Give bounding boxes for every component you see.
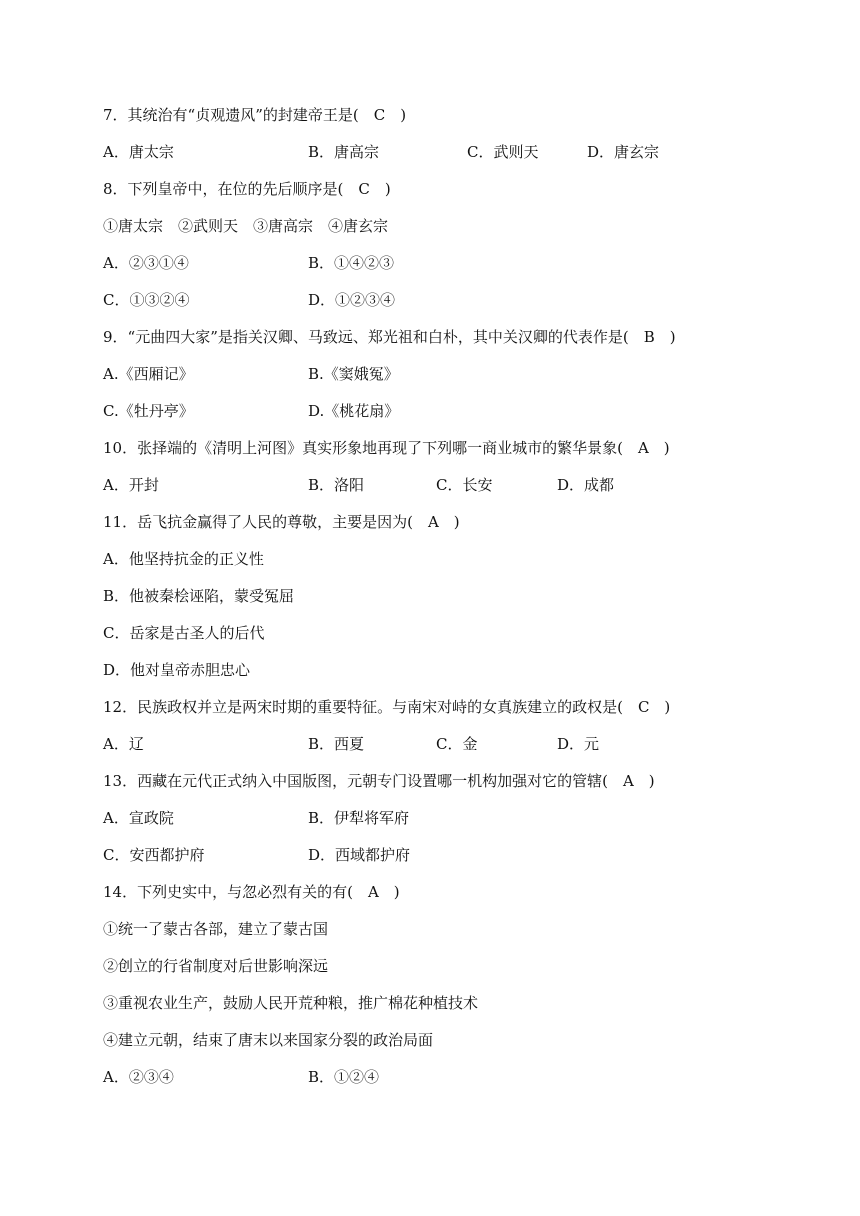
question-8-stem: 8．下列皇帝中，在位的先后顺序是( C ) bbox=[103, 180, 391, 198]
option-c: C．①③②④ bbox=[103, 291, 190, 309]
question-9-stem: 9．“元曲四大家”是指关汉卿、马致远、郑光祖和白朴，其中关汉卿的代表作是( B ) bbox=[103, 328, 676, 346]
option-b: B.《窦娥冤》 bbox=[308, 365, 399, 383]
option-b: B．伊犁将军府 bbox=[308, 809, 410, 827]
question-7-stem: 7．其统治有“贞观遗风”的封建帝王是( C ) bbox=[103, 106, 407, 124]
option-d: D．①②③④ bbox=[308, 291, 396, 309]
option-d: D．唐玄宗 bbox=[587, 143, 660, 161]
option-a: A．唐太宗 bbox=[103, 143, 174, 161]
option-a: A．开封 bbox=[103, 476, 159, 494]
option-b: B．①②④ bbox=[308, 1068, 380, 1086]
option-d: D．元 bbox=[557, 735, 600, 753]
option-a: A．宣政院 bbox=[103, 809, 174, 827]
question-11-option-a: A．他坚持抗金的正义性 bbox=[103, 550, 264, 568]
option-a: A．②③④ bbox=[103, 1068, 174, 1086]
question-14-item-4: ④建立元朝，结束了唐末以来国家分裂的政治局面 bbox=[103, 1031, 434, 1049]
option-d: D．西域都护府 bbox=[308, 846, 411, 864]
question-14-stem: 14．下列史实中，与忽必烈有关的有( A ) bbox=[103, 883, 400, 901]
option-d: D.《桃花扇》 bbox=[308, 402, 400, 420]
question-12-stem: 12．民族政权并立是两宋时期的重要特征。与南宋对峙的女真族建立的政权是( C ) bbox=[103, 698, 671, 716]
question-8-items: ①唐太宗 ②武则天 ③唐高宗 ④唐玄宗 bbox=[103, 217, 389, 235]
question-14-item-1: ①统一了蒙古各部，建立了蒙古国 bbox=[103, 920, 329, 938]
option-c: C．安西都护府 bbox=[103, 846, 205, 864]
option-c: C．金 bbox=[436, 735, 478, 753]
option-c: C．长安 bbox=[436, 476, 493, 494]
option-b: B．洛阳 bbox=[308, 476, 365, 494]
option-a: A．辽 bbox=[103, 735, 144, 753]
option-b: B．西夏 bbox=[308, 735, 365, 753]
option-d: D．成都 bbox=[557, 476, 615, 494]
question-10-stem: 10．张择端的《清明上河图》真实形象地再现了下列哪一商业城市的繁华景象( A ) bbox=[103, 439, 670, 457]
option-a: A．②③①④ bbox=[103, 254, 189, 272]
option-c: C．武则天 bbox=[467, 143, 539, 161]
question-11-option-b: B．他被秦桧诬陷，蒙受冤屈 bbox=[103, 587, 295, 605]
question-13-stem: 13．西藏在元代正式纳入中国版图，元朝专门设置哪一机构加强对它的管辖( A ) bbox=[103, 772, 655, 790]
question-11-stem: 11．岳飞抗金赢得了人民的尊敬，主要是因为( A ) bbox=[103, 513, 460, 531]
option-b: B．①④②③ bbox=[308, 254, 395, 272]
option-c: C.《牡丹亭》 bbox=[103, 402, 194, 420]
question-11-option-d: D．他对皇帝赤胆忠心 bbox=[103, 661, 251, 679]
option-b: B．唐高宗 bbox=[308, 143, 380, 161]
question-14-item-3: ③重视农业生产，鼓励人民开荒种粮，推广棉花种植技术 bbox=[103, 994, 479, 1012]
question-14-item-2: ②创立的行省制度对后世影响深远 bbox=[103, 957, 329, 975]
question-11-option-c: C．岳家是古圣人的后代 bbox=[103, 624, 265, 642]
option-a: A.《西厢记》 bbox=[103, 365, 194, 383]
